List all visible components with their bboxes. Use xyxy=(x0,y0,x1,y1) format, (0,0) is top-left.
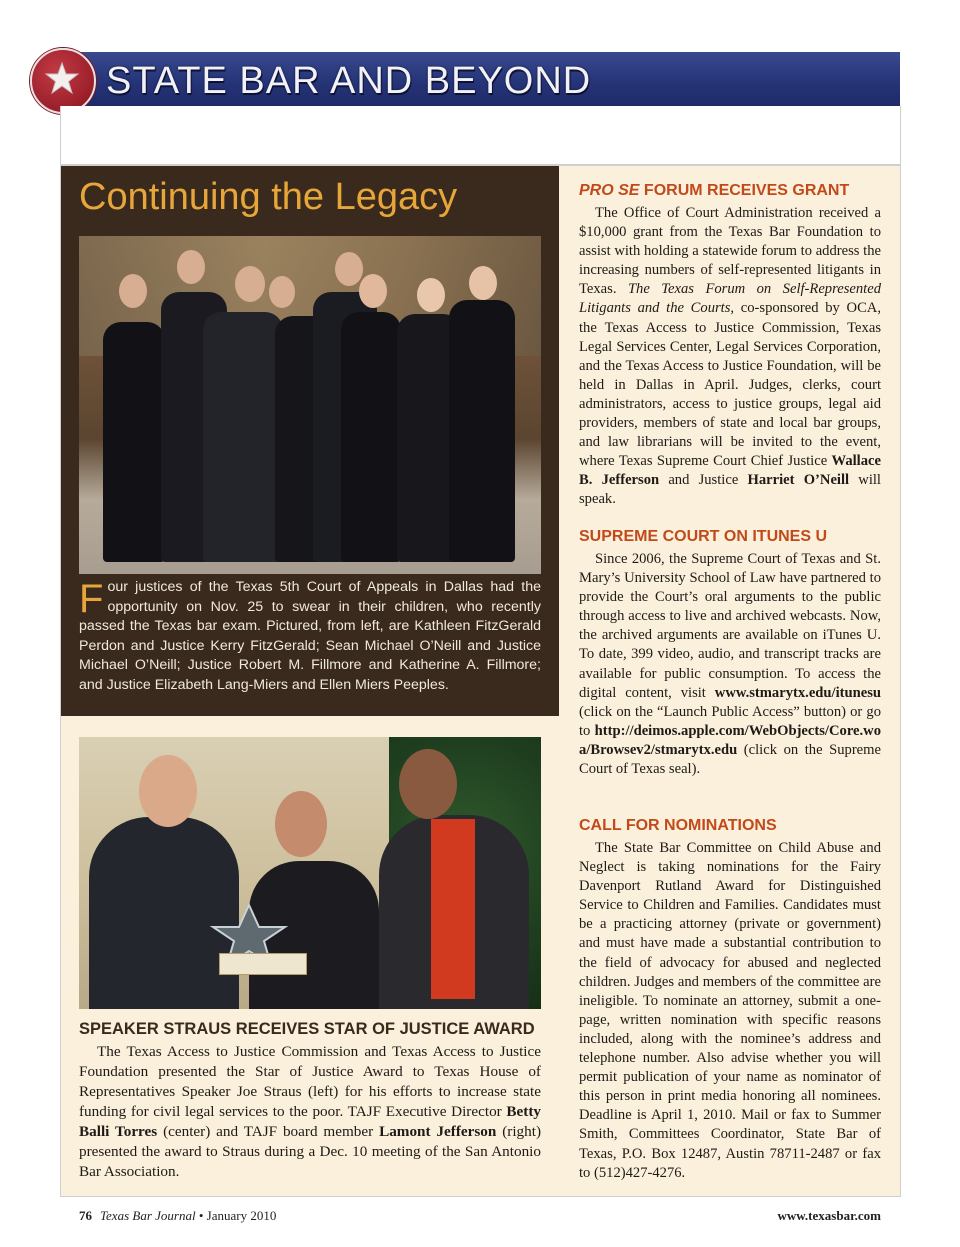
website-link[interactable]: www.texasbar.com xyxy=(777,1208,881,1223)
photo-head xyxy=(359,274,387,308)
photo-head xyxy=(139,755,197,827)
section-banner xyxy=(72,52,900,106)
legacy-panel xyxy=(61,166,559,716)
photo-head xyxy=(335,252,363,286)
apple-link[interactable]: http://deimos.apple.com/WebObjects/Core.woa/Browsev2/stmarytx.edu xyxy=(579,722,881,758)
prose-heading-italic: PRO SE xyxy=(579,182,640,199)
legacy-caption xyxy=(79,578,541,696)
prose-text: The Office of Court Administration received a $10,000 grant from the Texas Bar Foundation to assist with holding a statewide forum to address the increasing numbers of self-represented litigants in Texas. xyxy=(579,205,881,298)
photo-head xyxy=(469,266,497,300)
itunes-text: (click on the “Launch Public Access” button) or go to xyxy=(579,703,881,739)
award-photo xyxy=(79,737,541,1009)
photo-head xyxy=(235,266,265,302)
speaker-text: (center) and TAJF board member xyxy=(157,1123,380,1140)
section-title: STATE BAR AND BEYOND xyxy=(106,60,592,102)
speaker-text: The Texas Access to Justice Commission and Texas Access to Justice Foundation presented the Star of Justice Award to Texas House of Representatives Speaker Joe Straus (left) for his efforts to increase state funding for civil legal services to the poor. TAJF Executive Director xyxy=(79,1043,541,1120)
nominations-body: The State Bar Committee on Child Abuse and Neglect is taking nominations for the Fairy Davenport Rutland Award for Distinguished Service to Children and Families. Candidates must be a practicing attorney (private or government) and must have made a substantial contribution to the field of advocacy for abused and neglected children. Judges and members of the committee are ineligible. To nominate an attorney, submit a one-page, written nomination with specific reasons included, along with the nominee’s address and telephone number. Also advise whether you will permit publication of your name as nominator of this person in print media honoring all nominees. Deadline is April 1, 2010. Mail or fax to Summer Smith, Committees Coordinator, State Bar of Texas, P.O. Box 12487, Austin 78711-2487 or fax to (512)427-4276. xyxy=(579,840,881,1181)
prose-text: , co-sponsored by OCA, the Texas Access to Justice Commission, Texas Legal Services Center, Legal Services Corporation, and the Texas Access to Justice Foundation, will be held in Dallas in April. Judges, clerks, court administrators, access to justice groups, legal aid providers, members of state and local bar groups, and law librarians will be invited to the event, where Texas Supreme Court Chief Justice xyxy=(579,300,881,470)
photo-figure xyxy=(203,312,283,562)
photo-head xyxy=(275,791,327,857)
prose-heading-text: FORUM RECEIVES GRANT xyxy=(639,182,850,199)
footer-left xyxy=(79,1208,276,1224)
prose-text: will speak. xyxy=(579,472,881,508)
photo-figure xyxy=(341,312,401,562)
legacy-title: Continuing the Legacy xyxy=(79,176,458,218)
itunes-text: (click on the Supreme Court of Texas seal). xyxy=(579,741,881,778)
itunes-heading: SUPREME COURT ON ITUNES U xyxy=(579,528,828,545)
prose-name-jefferson: Wallace B. Jefferson xyxy=(579,453,881,489)
photo-head xyxy=(399,749,457,819)
photo-red-sweater xyxy=(431,819,475,999)
justices-group-photo xyxy=(79,236,541,574)
prose-name-oneill: Harriet O’Neill xyxy=(747,472,850,489)
prose-heading xyxy=(579,182,881,200)
photo-head xyxy=(119,274,147,308)
nominations-heading: CALL FOR NOMINATIONS xyxy=(579,817,777,834)
page-number: 76 xyxy=(79,1208,92,1223)
speaker-body xyxy=(79,1042,541,1182)
speaker-name-jefferson: Lamont Jefferson xyxy=(379,1123,497,1140)
photo-figure xyxy=(449,300,515,562)
speaker-name-torres: Betty Balli Torres xyxy=(79,1103,541,1140)
itunes-body xyxy=(579,550,881,779)
issue-date: January 2010 xyxy=(206,1208,277,1223)
header-spacer xyxy=(60,106,901,165)
prose-forum-title: The Texas Forum on Self-Represented Litigants and the Courts xyxy=(579,281,882,317)
caption-dropcap: F xyxy=(79,577,104,621)
photo-head xyxy=(269,276,295,308)
prose-text: and Justice xyxy=(659,472,748,489)
speaker-text: (right) presented the award to Straus during a Dec. 10 meeting of the San Antonio Bar Association. xyxy=(79,1123,542,1180)
journal-name: Texas Bar Journal xyxy=(100,1208,196,1223)
itunes-link[interactable]: www.stmarytx.edu/itunesu xyxy=(714,684,881,701)
itunes-text: Since 2006, the Supreme Court of Texas and St. Mary’s University School of Law have partnered to provide the Court’s oral arguments to the public through access to live and archived webcasts. Now, the archived arguments are available on iTunes U. To date, 399 video, audio, and transcript tracks are available for public consumption. To access the digital content, visit xyxy=(579,551,881,701)
star-seal-icon xyxy=(30,48,96,114)
speaker-heading: SPEAKER STRAUS RECEIVES STAR OF JUSTICE AWARD xyxy=(79,1020,535,1038)
photo-head xyxy=(177,250,205,284)
caption-text: our justices of the Texas 5th Court of Appeals in Dallas had the opportunity on Nov. 25 to swear in their children, who recently passed the Texas bar exam. Pictured, from left, are Kathleen FitzGerald Perdon and Justice Kerry FitzGerald; Sean Michael O’Neill and Justice Michael O’Neill; Justice Robert M. Fillmore and Katherine A. Fillmore; and Justice Elizabeth Lang-Miers and Ellen Miers Peeples. xyxy=(79,579,541,693)
award-base xyxy=(219,953,307,975)
prose-body xyxy=(579,204,881,510)
footer-separator: • xyxy=(198,1208,204,1223)
photo-figure xyxy=(103,322,165,562)
photo-head xyxy=(417,278,445,312)
